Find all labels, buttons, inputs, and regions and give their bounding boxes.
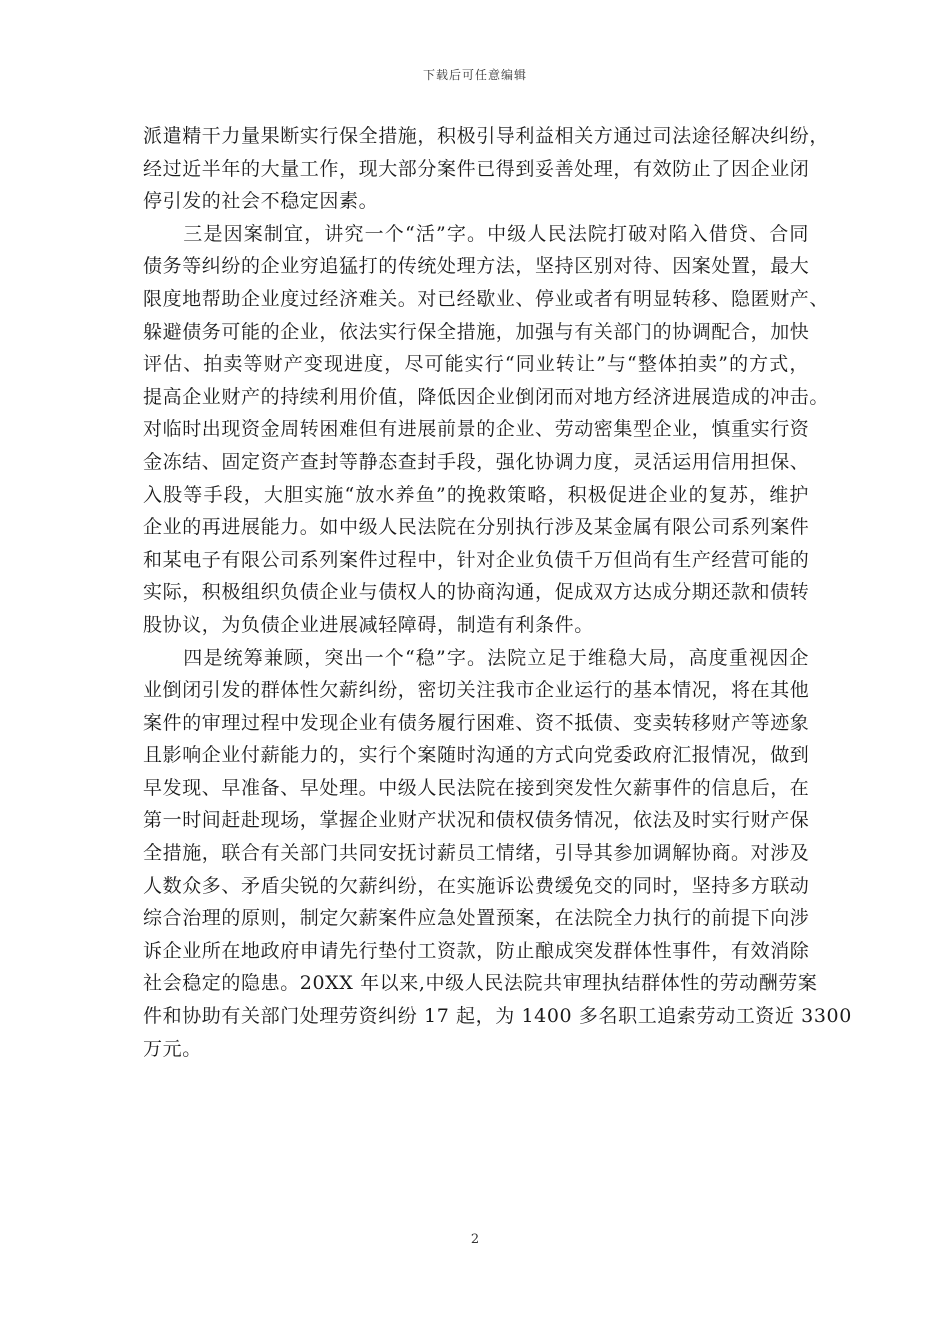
text-line: 躲避债务可能的企业，依法实行保全措施，加强与有关部门的协调配合，加快 (143, 320, 810, 343)
text-line: 实际，积极组织负债企业与债权人的协商沟通，促成双方达成分期还款和债转 (143, 581, 810, 604)
text-line: 案件的审理过程中发现企业有债务履行困难、资不抵债、变卖转移财产等迹象 (143, 711, 810, 734)
text-line: 停引发的社会不稳定因素。 (143, 190, 379, 213)
text-line: 评估、拍卖等财产变现进度，尽可能实行“同业转让”与“整体拍卖”的方式， (143, 353, 809, 376)
text-line: 第一时间赶赴现场，掌握企业财产状况和债权债务情况，依法及时实行财产保 (143, 809, 810, 832)
text-line: 件和协助有关部门处理劳资纠纷 17 起，为 1400 多名职工追索劳动工资近 3300 (143, 1005, 852, 1028)
text-line: 人数众多、矛盾尖锐的欠薪纠纷，在实施诉讼费缓免交的同时，坚持多方联动 (143, 874, 810, 897)
text-line: 诉企业所在地政府申请先行垫付工资款，防止酿成突发群体性事件，有效消除 (143, 939, 810, 962)
text-line: 对临时出现资金周转困难但有进展前景的企业、劳动密集型企业，慎重实行资 (143, 418, 810, 441)
text-line: 提高企业财产的持续利用价值，降低因企业倒闭而对地方经济进展造成的冲击。 (143, 385, 830, 408)
text-line: 企业的再进展能力。如中级人民法院在分别执行涉及某金属有限公司系列案件 (143, 516, 810, 539)
text-line: 社会稳定的隐患。20XX 年以来,中级人民法院共审理执结群体性的劳动酬劳案 (143, 972, 818, 995)
page-header: 下载后可任意编辑 (422, 68, 527, 82)
text-line: 经过近半年的大量工作，现大部分案件已得到妥善处理，有效防止了因企业闭 (143, 157, 810, 180)
text-line: 债务等纠纷的企业穷追猛打的传统处理方法，坚持区别对待、因案处置，最大 (143, 255, 810, 278)
text-line: 限度地帮助企业度过经济难关。对已经歇业、停业或者有明显转移、隐匿财产、 (143, 287, 830, 310)
text-line: 综合治理的原则，制定欠薪案件应急处置预案，在法院全力执行的前提下向涉 (143, 907, 810, 930)
text-line: 三是因案制宜，讲究一个“活”字。中级人民法院打破对陷入借贷、合同 (143, 222, 809, 245)
text-line: 和某电子有限公司系列案件过程中，针对企业负债千万但尚有生产经营可能的 (143, 548, 810, 571)
text-line: 四是统筹兼顾，突出一个“稳”字。法院立足于维稳大局，高度重视因企 (143, 646, 809, 669)
text-line: 早发现、早准备、早处理。中级人民法院在接到突发性欠薪事件的信息后，在 (143, 776, 810, 799)
text-line: 全措施，联合有关部门共同安抚讨薪员工情绪，引导其参加调解协商。对涉及 (143, 842, 810, 865)
page-number: 2 (470, 1232, 480, 1247)
text-line: 入股等手段，大胆实施“放水养鱼”的挽救策略，积极促进企业的复苏，维护 (143, 483, 809, 506)
text-line: 万元。 (143, 1037, 202, 1060)
text-line: 股协议，为负债企业进展减轻障碍，制造有利条件。 (143, 613, 594, 636)
text-line: 业倒闭引发的群体性欠薪纠纷，密切关注我市企业运行的基本情况，将在其他 (143, 679, 810, 702)
text-line: 且影响企业付薪能力的，实行个案随时沟通的方式向党委政府汇报情况，做到 (143, 744, 810, 767)
text-line: 金冻结、固定资产查封等静态查封手段，强化协调力度，灵活运用信用担保、 (143, 450, 810, 473)
paragraph-point-three (143, 218, 830, 642)
paragraph-point-four (143, 642, 852, 1066)
text-line: 派遣精干力量果断实行保全措施，积极引导利益相关方通过司法途径解决纠纷， (143, 125, 830, 147)
document-body (143, 120, 852, 1065)
paragraph-continuation (143, 120, 830, 218)
